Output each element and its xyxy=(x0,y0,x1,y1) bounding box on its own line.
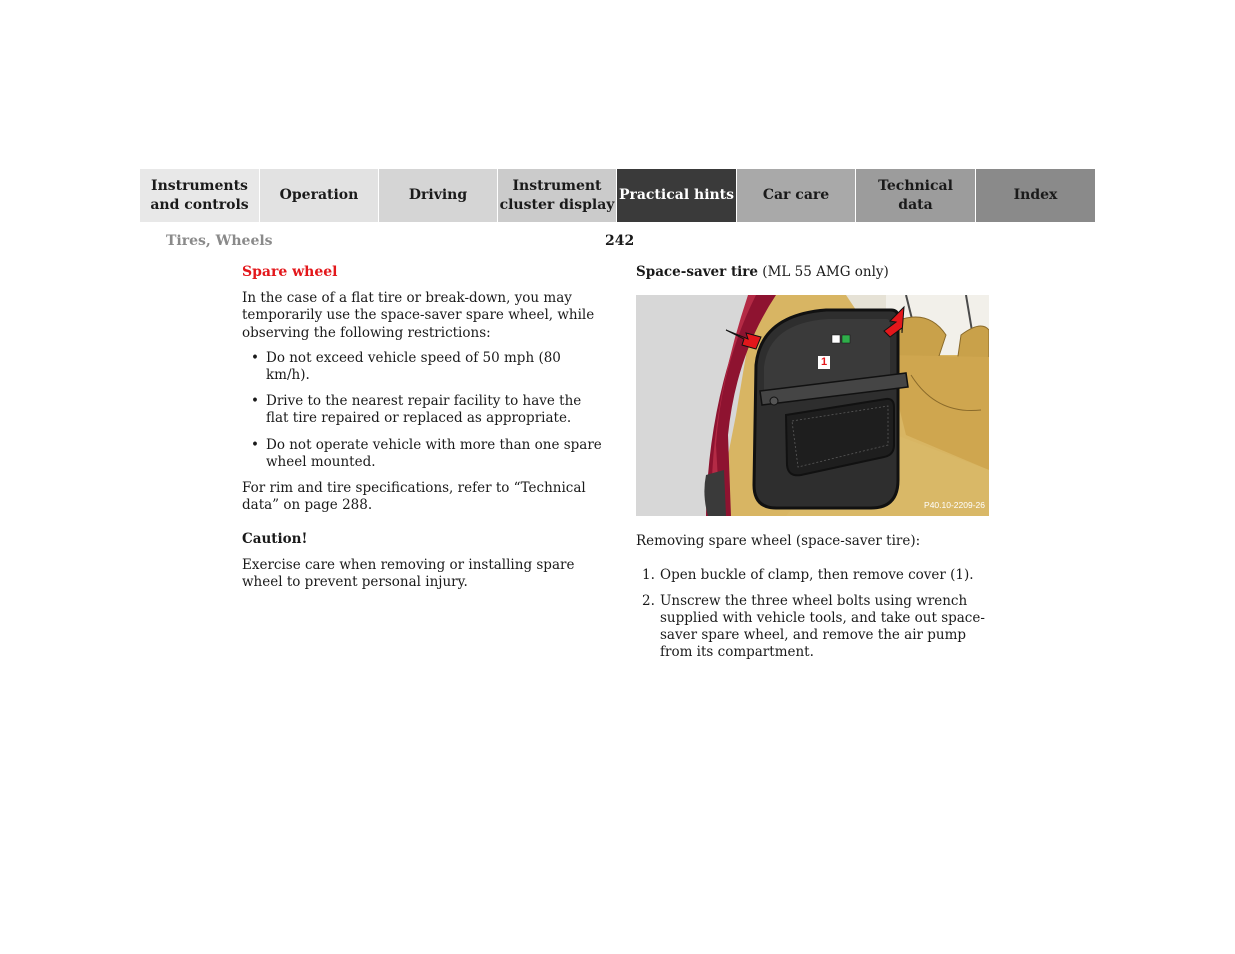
removing-intro: Removing spare wheel (space-saver tire): xyxy=(636,533,921,550)
chapter-nav xyxy=(140,169,1095,222)
page-number: 242 xyxy=(605,233,635,249)
tab-label: Technical data xyxy=(878,177,953,213)
tab-instruments-and-controls[interactable] xyxy=(140,169,260,222)
tab-label: Driving xyxy=(408,187,468,203)
step-number: 2. xyxy=(642,592,655,609)
tab-practical-hints[interactable] xyxy=(617,169,737,222)
list-item: 2. Unscrew the three wheel bolts using wrench supplied with vehicle tools, and take out space-saver spare wheel, and remove the air pump from its compartment. xyxy=(642,592,985,661)
spare-wheel-illustration xyxy=(636,295,989,516)
tab-car-care[interactable] xyxy=(737,169,856,222)
tab-label: Car care xyxy=(762,187,830,203)
intro-paragraph: In the case of a flat tire or break-down, you may temporarily use the space-saver spare wheel, while observing the following restrictions: xyxy=(242,290,595,341)
step-number: 1. xyxy=(642,567,655,584)
bullet-icon: • xyxy=(251,393,259,410)
caution-heading: Caution! xyxy=(242,531,308,548)
restrictions-list xyxy=(242,350,602,471)
tab-label: Operation xyxy=(279,187,359,203)
list-item: • Do not exceed vehicle speed of 50 mph (80 km/h). xyxy=(251,349,561,384)
running-head: Tires, Wheels xyxy=(166,233,273,249)
bullet-icon: • xyxy=(251,436,259,453)
tab-index[interactable] xyxy=(976,169,1095,222)
tab-instrument-cluster-display[interactable] xyxy=(498,169,617,222)
list-item: • Do not operate vehicle with more than one spare wheel mounted. xyxy=(251,436,602,470)
tab-label: Instruments and controls xyxy=(150,177,249,213)
section-heading: Spare wheel xyxy=(242,264,338,280)
list-item: 1. Open buckle of clamp, then remove cover (1). xyxy=(642,567,974,584)
tab-operation[interactable] xyxy=(260,169,379,222)
list-item: • Drive to the nearest repair facility to have the flat tire repaired or replaced as appropriate. xyxy=(251,393,582,427)
tab-technical-data[interactable] xyxy=(856,169,976,222)
spec-reference: For rim and tire specifications, refer to “Technical data” on page 288. xyxy=(242,480,586,514)
bullet-icon: • xyxy=(251,349,259,366)
tab-label: Practical hints xyxy=(618,187,735,203)
right-column xyxy=(636,264,996,669)
figure-code: P40.10-2209-26 xyxy=(924,500,985,510)
caution-text: Exercise care when removing or installing spare wheel to prevent personal injury. xyxy=(242,556,575,590)
tab-label: Index xyxy=(1013,187,1058,203)
figure-title: Space-saver tire (ML 55 AMG only) xyxy=(636,264,889,280)
tab-label: Instrument cluster display xyxy=(499,177,615,213)
callout-label: 1 xyxy=(818,356,830,369)
left-column xyxy=(242,264,602,591)
cargo-area-drawing xyxy=(636,295,989,516)
removal-steps xyxy=(636,567,996,661)
tab-driving[interactable] xyxy=(379,169,498,222)
